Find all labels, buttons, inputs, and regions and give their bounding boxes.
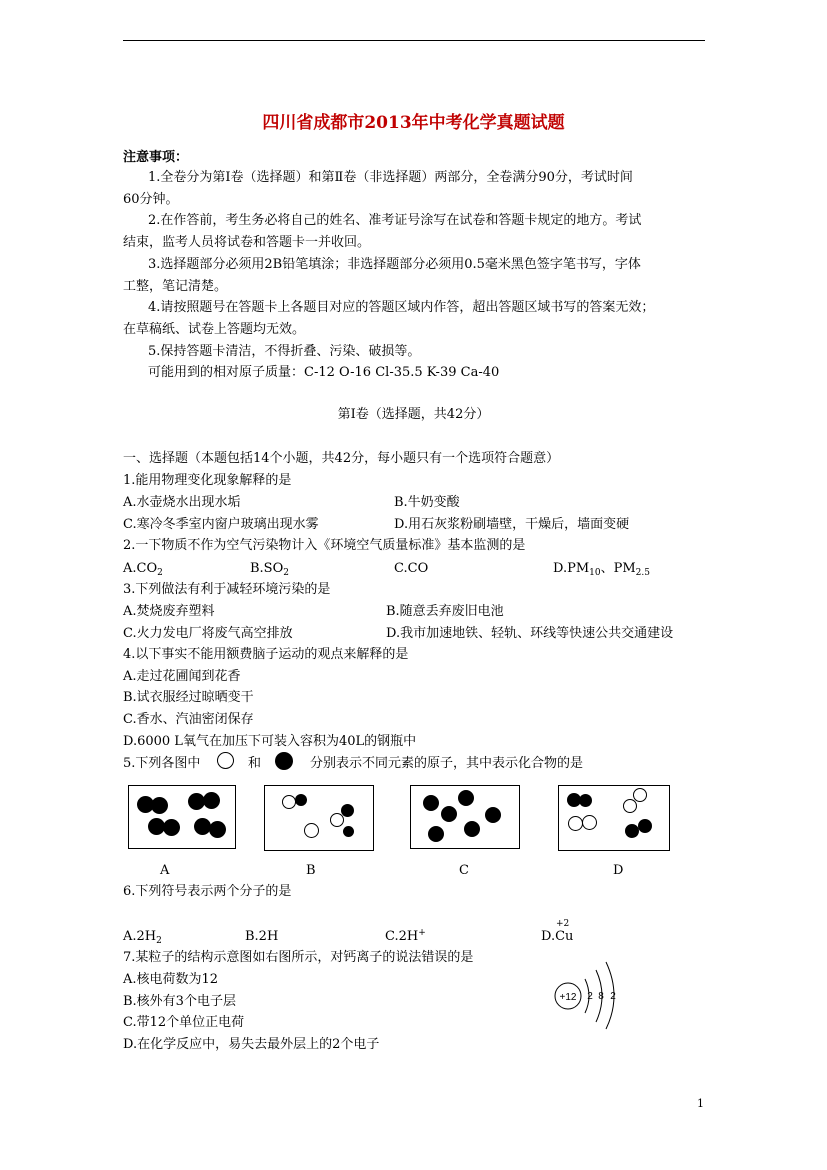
- q5-stem-part2: 和: [248, 756, 262, 771]
- black-atom-icon: [209, 821, 226, 838]
- black-atom-icon: [464, 821, 480, 837]
- q5-label-d: D: [613, 863, 624, 878]
- page-number: 1: [697, 1097, 704, 1110]
- q2-option-b: $B.SO_2$: [250, 561, 289, 578]
- q1-option-a: A.水壶烧水出现水垢: [123, 495, 241, 510]
- white-atom-icon: [330, 813, 344, 827]
- notice-line: 2.在作答前，考生务必将自己的姓名、准考证号涂写在试卷和答题卡规定的地方。考试: [148, 213, 642, 228]
- notice-line: 工整，笔记清楚。: [123, 279, 228, 294]
- white-atom-icon: [282, 795, 296, 809]
- black-atom-icon: [441, 806, 457, 822]
- white-atom-icon: [633, 788, 647, 802]
- black-atom-icon: [638, 819, 652, 833]
- q3-option-b: B.随意丢弃废旧电池: [386, 604, 504, 619]
- q6-option-a: $A.2H_2$: [123, 929, 162, 946]
- notice-line: 3.选择题部分必须用2B铅笔填涂；非选择题部分必须用0.5毫米黑色签字笔书写，字体: [148, 257, 641, 272]
- black-atom-icon: [163, 819, 180, 836]
- q1-stem: 1.能用物理变化现象解释的是: [123, 473, 292, 488]
- page-title: 四川省成都市2013年中考化学真题试题: [262, 113, 565, 133]
- black-atom-icon: [151, 797, 168, 814]
- q6-option-b: B.2H: [245, 929, 279, 944]
- shell-electron-count: 8: [598, 991, 604, 1002]
- white-atom-icon: [304, 823, 319, 838]
- shell-electron-count: 2: [610, 991, 616, 1002]
- notice-heading: 注意事项：: [123, 150, 189, 165]
- q2-option-a: $A.CO_2$: [123, 561, 163, 578]
- black-atom-icon: [343, 826, 354, 837]
- notice-line: 1.全卷分为第Ⅰ卷（选择题）和第Ⅱ卷（非选择题）两部分，全卷满分90分，考试时间: [148, 170, 633, 185]
- notice-line: 在草稿纸、试卷上答题均无效。: [123, 322, 306, 337]
- shell-electron-count: 2: [587, 991, 593, 1002]
- black-atom-icon: [458, 790, 474, 806]
- q3-option-d: D.我市加速地铁、轻轨、环线等快速公共交通建设: [386, 626, 674, 641]
- q1-option-d: D.用石灰浆粉刷墙壁，干燥后，墙面变硬: [394, 517, 630, 532]
- black-atom-icon: [341, 804, 354, 817]
- white-atom-icon: [582, 815, 597, 830]
- q6-option-c: C.2H+: [385, 928, 426, 944]
- q7-option-a: A.核电荷数为12: [123, 972, 219, 987]
- q2-option-d: $D.PM_{10}$、$PM_{2.5}$: [553, 561, 650, 578]
- q2-stem: 2.一下物质不作为空气污染物计入《环境空气质量标准》基本监测的是: [123, 538, 526, 553]
- q1-option-c: C.寒冷冬季室内窗户玻璃出现水雾: [123, 517, 319, 532]
- white-atom-icon: [217, 752, 234, 769]
- part-intro: 一、选择题（本题包括14个小题，共42分，每小题只有一个选项符合题意）: [123, 451, 560, 466]
- q5-label-c: C: [459, 863, 469, 878]
- q6-stem: 6.下列符号表示两个分子的是: [123, 884, 292, 899]
- notice-line: 结束，监考人员将试卷和答题卡一并收回。: [123, 235, 371, 250]
- q7-option-b: B.核外有3个电子层: [123, 994, 236, 1009]
- section-title: 第Ⅰ卷（选择题，共42分）: [337, 407, 490, 422]
- q3-option-a: A.焚烧废弃塑料: [123, 604, 215, 619]
- q4-option-b: B.试衣服经过晾晒变干: [123, 690, 254, 705]
- atomic-mass-note: 可能用到的相对原子质量：C-12 O-16 Cl-35.5 K-39 Ca-40: [148, 365, 500, 380]
- black-atom-icon: [485, 807, 501, 823]
- q1-option-b: B.牛奶变酸: [394, 495, 460, 510]
- q4-stem: 4.以下事实不能用额费脑子运动的观点来解释的是: [123, 647, 409, 662]
- q5-diagram-d: [558, 785, 670, 851]
- black-atom-icon: [203, 792, 220, 809]
- atom-structure-diagram: [545, 955, 625, 1030]
- white-atom-icon: [623, 799, 637, 813]
- q3-stem: 3.下列做法有利于减轻环境污染的是: [123, 582, 331, 597]
- q7-stem: 7.某粒子的结构示意图如右图所示，对钙离子的说法错误的是: [123, 950, 474, 965]
- q5-diagram-a: [128, 785, 236, 849]
- q4-option-a: A.走过花圃闻到花香: [123, 669, 241, 684]
- black-atom-icon: [625, 824, 639, 838]
- notice-line: 60分钟。: [123, 192, 179, 207]
- header-rule: [123, 40, 705, 41]
- q2-option-c: C.CO: [394, 561, 429, 576]
- notice-line: 4.请按照题号在答题卡上各题目对应的答题区域内作答，超出答题区域书写的答案无效；: [148, 300, 655, 315]
- q6-option-d: D.Cu: [541, 929, 574, 944]
- q7-option-c: C.带12个单位正电荷: [123, 1015, 245, 1030]
- black-atom-icon: [295, 794, 307, 806]
- q5-label-b: B: [306, 863, 316, 878]
- black-atom-icon: [428, 826, 444, 842]
- q3-option-c: C.火力发电厂将废气高空排放: [123, 626, 293, 641]
- black-atom-icon: [275, 752, 293, 770]
- black-atom-icon: [423, 795, 439, 811]
- black-atom-icon: [579, 794, 592, 807]
- nucleus-charge: +12: [559, 992, 577, 1003]
- q6-option-d-charge: +2: [556, 919, 570, 929]
- q5-stem-part1: 5.下列各图中: [123, 756, 201, 771]
- q4-option-c: C.香水、汽油密闭保存: [123, 712, 254, 727]
- q7-option-d: D.在化学反应中，易失去最外层上的2个电子: [123, 1037, 380, 1052]
- q5-diagram-b: [264, 785, 374, 851]
- q4-option-d: D.6000 L氧气在加压下可装入容积为40L的钢瓶中: [123, 734, 417, 749]
- q5-diagram-c: [410, 785, 520, 849]
- notice-line: 5.保持答题卡清洁，不得折叠、污染、破损等。: [148, 344, 421, 359]
- q5-label-a: A: [160, 863, 170, 878]
- white-atom-icon: [568, 816, 583, 831]
- q5-stem-part3: 分别表示不同元素的原子，其中表示化合物的是: [310, 756, 584, 771]
